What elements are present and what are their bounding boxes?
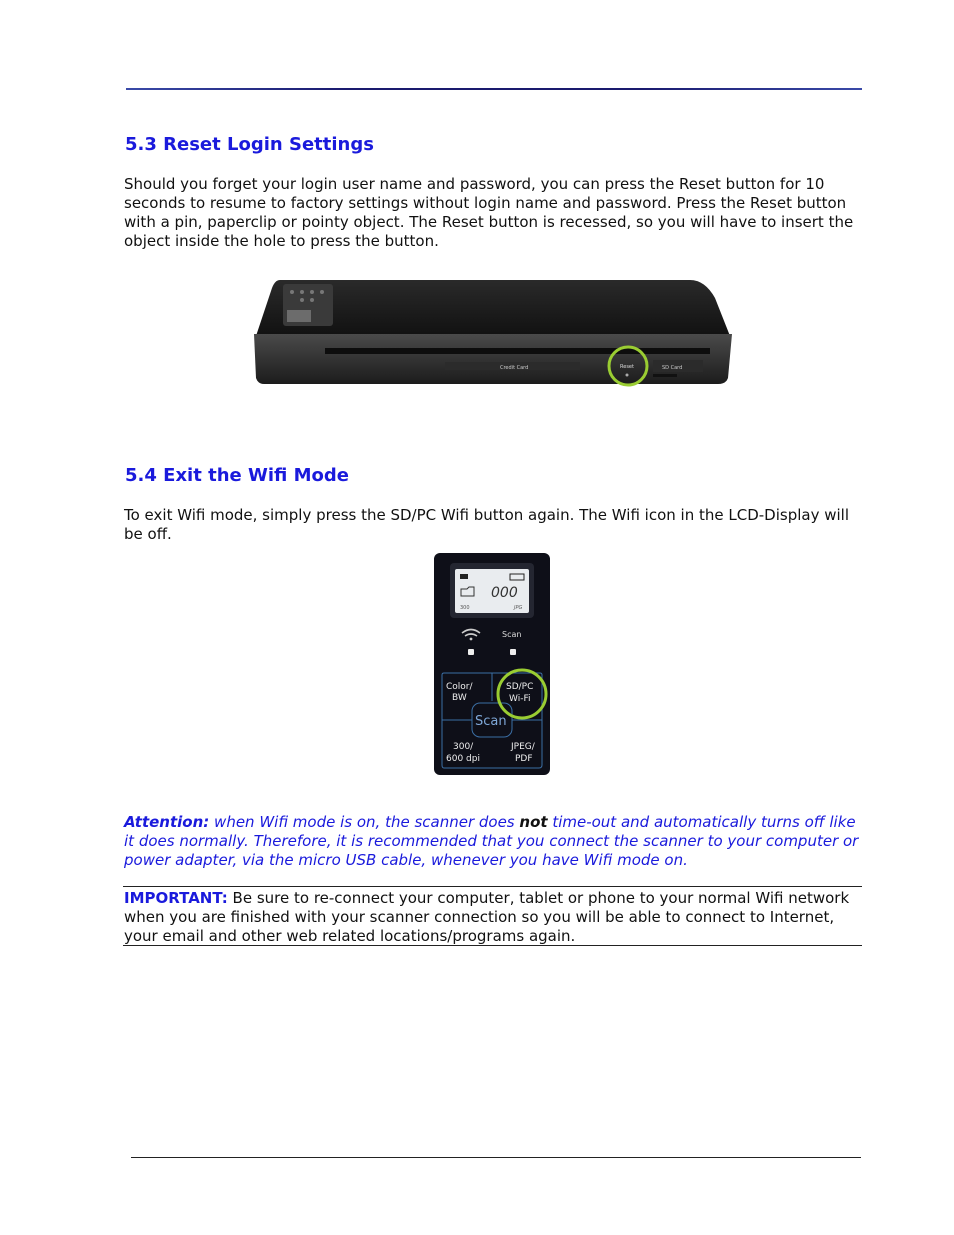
header-rule	[126, 88, 862, 90]
jpeg-pdf-label-2: PDF	[515, 754, 533, 764]
important-lead: IMPORTANT:	[124, 889, 228, 907]
scan-indicator-label: Scan	[502, 630, 522, 639]
section-heading-exit-wifi: 5.4 Exit the Wifi Mode	[125, 465, 349, 486]
control-panel-photo	[434, 553, 550, 775]
reset-login-paragraph: Should you forget your login user name and password, you can press the Reset button for 10 seconds to resume to factory settings without login name and password. Press the Reset button with a pin, paperclip or pointy object. The Reset button is recessed, so you will have to insert the object inside the hole to press the button.	[124, 175, 854, 250]
lcd-resolution: 300	[460, 605, 470, 611]
attention-note	[124, 813, 864, 870]
color-bw-label-1: Color/	[446, 682, 473, 692]
scan-button-label: Scan	[475, 714, 507, 729]
jpeg-pdf-label-1: JPEG/	[511, 742, 535, 752]
dpi-label-1: 300/	[453, 742, 474, 752]
exit-wifi-paragraph: To exit Wifi mode, simply press the SD/PC Wifi button again. The Wifi icon in the LCD-Display will be off.	[124, 506, 850, 543]
attention-emphasis: not	[519, 813, 548, 831]
important-note	[124, 889, 862, 946]
reset-label: Reset	[620, 364, 634, 370]
lcd-counter: 000	[491, 585, 518, 601]
dpi-label-2: 600 dpi	[446, 754, 480, 764]
important-note-box	[123, 886, 862, 946]
attention-text-1: when Wifi mode is on, the scanner does	[209, 813, 520, 831]
attention-text-2: time-out and automatically turns off like it does normally. Therefore, it is recommended that you connect the scanner to your computer or power adapter, via the micro USB cable, whenever you have Wifi mode on.	[124, 813, 859, 869]
important-text: Be sure to re-connect your computer, tablet or phone to your normal Wifi network when you are finished with your scanner connection so you will be able to connect to Internet, your email and other web related locations/programs again.	[124, 889, 850, 945]
section-heading-reset-login: 5.3 Reset Login Settings	[125, 134, 374, 155]
attention-lead: Attention:	[124, 813, 210, 831]
credit-card-label: Credit Card	[500, 365, 529, 371]
color-bw-label-2: BW	[452, 693, 467, 703]
scanner-photo	[250, 278, 735, 388]
lcd-format: JPG	[514, 605, 523, 611]
sdpc-wifi-label-1: SD/PC	[506, 682, 534, 692]
footer-rule	[131, 1157, 861, 1158]
sdpc-wifi-label-2: Wi-Fi	[509, 694, 531, 704]
sd-card-label: SD Card	[662, 365, 683, 371]
